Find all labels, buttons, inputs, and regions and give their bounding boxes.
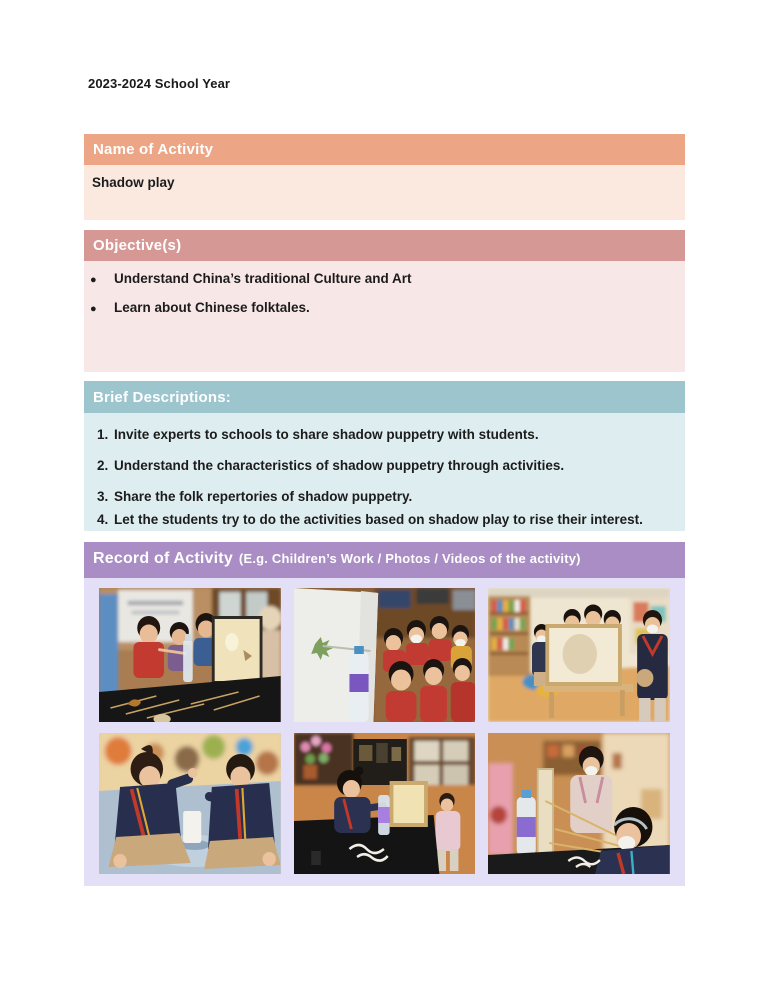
objective-item: ● Understand China’s traditional Culture and Art bbox=[92, 270, 676, 288]
section-record-of-activity bbox=[84, 542, 685, 886]
shadow-play-photo-illustration bbox=[99, 588, 281, 722]
objectives-body bbox=[84, 261, 685, 372]
school-year-heading: 2023-2024 School Year bbox=[88, 76, 231, 91]
record-of-activity-header bbox=[84, 542, 685, 578]
name-of-activity-header bbox=[84, 134, 685, 165]
objectives-list bbox=[92, 270, 676, 317]
shadow-play-photo-illustration bbox=[488, 733, 670, 874]
name-of-activity-title: Name of Activity bbox=[93, 141, 214, 158]
shadow-play-photo-illustration bbox=[488, 588, 670, 722]
objectives-header bbox=[84, 230, 685, 261]
name-of-activity-body bbox=[84, 165, 685, 220]
section-name-of-activity bbox=[84, 134, 685, 220]
objectives-title: Objective(s) bbox=[93, 237, 182, 254]
activity-photo-2 bbox=[294, 588, 476, 722]
description-item: Let the students try to do the activities based on shadow play to rise their interest. bbox=[114, 512, 643, 527]
brief-descriptions-list bbox=[92, 425, 676, 529]
activity-photo-1 bbox=[99, 588, 281, 722]
activity-photo-6 bbox=[488, 733, 670, 874]
shadow-play-photo-illustration bbox=[294, 588, 476, 722]
objective-item: ● Learn about Chinese folktales. bbox=[92, 299, 676, 317]
brief-descriptions-title: Brief Descriptions: bbox=[93, 388, 231, 406]
record-of-activity-subtitle: (E.g. Children’s Work / Photos / Videos of the activity) bbox=[238, 551, 581, 566]
activity-photo-4 bbox=[99, 733, 281, 874]
description-item: Share the folk repertories of shadow puppetry. bbox=[114, 489, 413, 504]
description-item: Understand the characteristics of shadow puppetry through activities. bbox=[114, 458, 565, 473]
activity-name-value: Shadow play bbox=[92, 175, 175, 190]
shadow-play-photo-illustration bbox=[294, 733, 476, 874]
record-of-activity-title: Record of Activity bbox=[93, 550, 233, 567]
shadow-play-photo-illustration bbox=[99, 733, 281, 874]
description-item: Invite experts to schools to share shadow puppetry with students. bbox=[114, 427, 539, 442]
section-objectives bbox=[84, 230, 685, 372]
activity-photo-3 bbox=[488, 588, 670, 722]
brief-descriptions-body bbox=[84, 413, 685, 531]
activity-photo-grid bbox=[84, 578, 685, 886]
activity-photo-5 bbox=[294, 733, 476, 874]
brief-descriptions-header bbox=[84, 381, 685, 413]
section-brief-descriptions bbox=[84, 381, 685, 531]
